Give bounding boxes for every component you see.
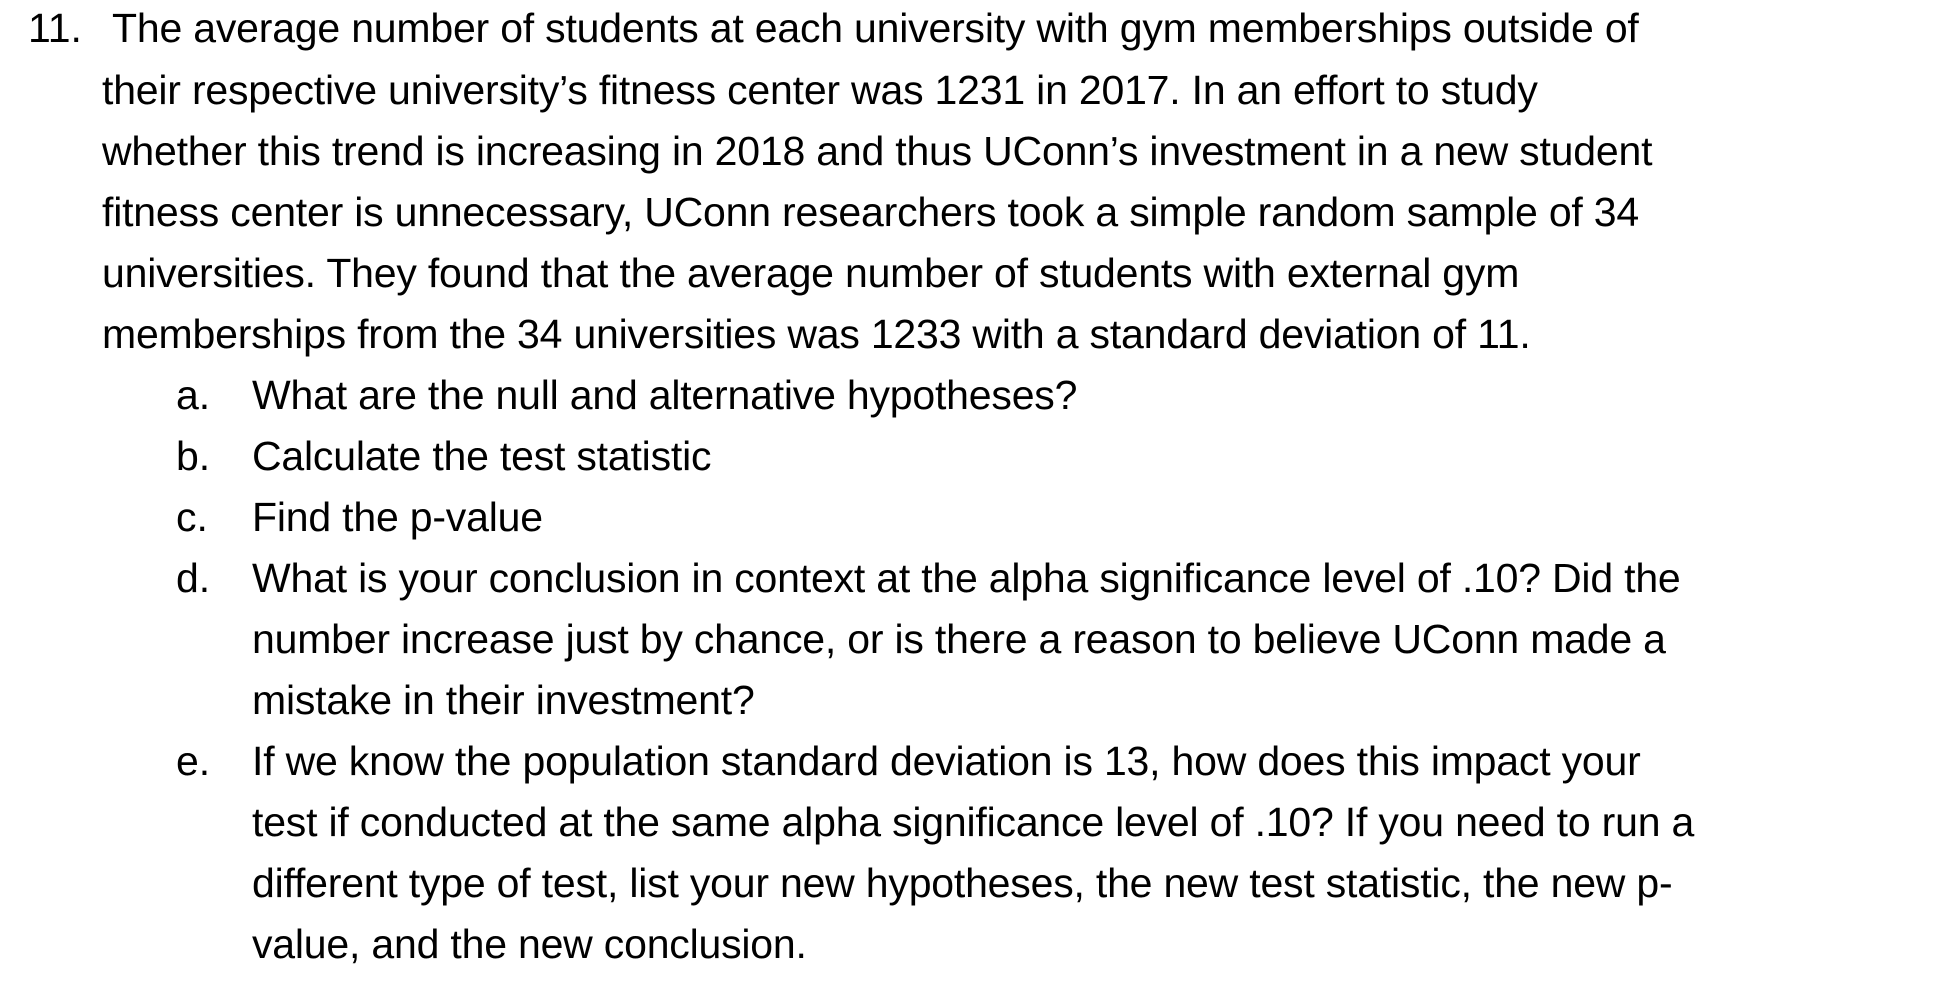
part-d-letter: d.: [176, 555, 211, 601]
question-line-5: universities. They found that the average number of students with external gym: [102, 250, 1520, 296]
part-e-line-4: value, and the new conclusion.: [252, 921, 807, 967]
part-d-line-3: mistake in their investment?: [252, 677, 755, 723]
part-b-line-1: Calculate the test statistic: [252, 433, 712, 479]
question-line-3: whether this trend is increasing in 2018 and thus UConn’s investment in a new student: [102, 128, 1653, 174]
part-a-line-1: What are the null and alternative hypotheses?: [252, 372, 1078, 418]
part-d-line-1: What is your conclusion in context at the alpha significance level of .10? Did the: [252, 555, 1681, 601]
part-b-letter: b.: [176, 433, 211, 479]
part-a-letter: a.: [176, 372, 211, 418]
question-line-1: The average number of students at each university with gym memberships outside of: [112, 5, 1639, 51]
question-line-2: their respective university’s fitness center was 1231 in 2017. In an effort to study: [102, 67, 1538, 113]
question-line-6: memberships from the 34 universities was 1233 with a standard deviation of 11.: [102, 311, 1531, 357]
part-c-letter: c.: [176, 494, 208, 540]
part-d-line-2: number increase just by chance, or is there a reason to believe UConn made a: [252, 616, 1666, 662]
part-e-line-3: different type of test, list your new hypotheses, the new test statistic, the new p-: [252, 860, 1673, 906]
question-line-4: fitness center is unnecessary, UConn researchers took a simple random sample of 34: [102, 189, 1640, 235]
part-e-line-1: If we know the population standard deviation is 13, how does this impact your: [252, 738, 1641, 784]
part-e-line-2: test if conducted at the same alpha significance level of .10? If you need to run a: [252, 799, 1695, 845]
question-number: 11.: [28, 5, 82, 51]
part-e-letter: e.: [176, 738, 211, 784]
part-c-line-1: Find the p-value: [252, 494, 543, 540]
